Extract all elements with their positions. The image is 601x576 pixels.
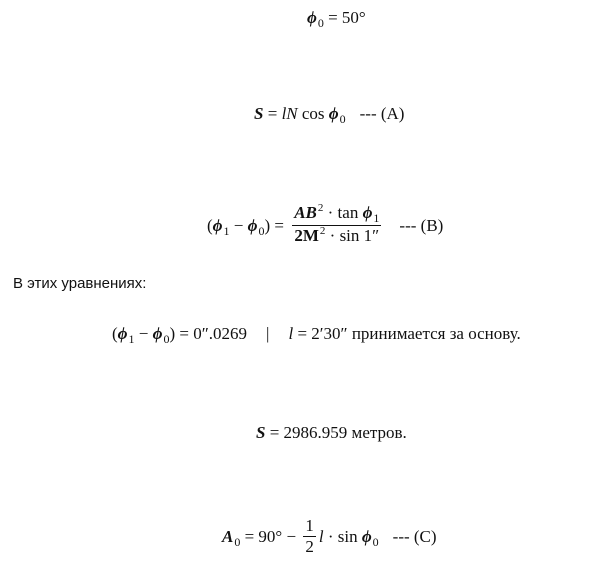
equation-b bbox=[207, 203, 443, 248]
phi-symbol: ϕ bbox=[212, 216, 223, 235]
paren-open: ( bbox=[112, 324, 118, 343]
phi-symbol: ϕ bbox=[117, 324, 128, 343]
l-variable: l bbox=[288, 324, 294, 343]
cos-function: cos bbox=[297, 104, 329, 123]
sin-function: · sin 1″ bbox=[325, 226, 380, 245]
subscript: 0 bbox=[339, 112, 346, 126]
minus-sign: − bbox=[229, 216, 248, 235]
l-value: = 2′30″ bbox=[293, 324, 348, 343]
phi-symbol: ϕ bbox=[247, 216, 258, 235]
subscript: 0 bbox=[258, 224, 265, 238]
separator: | bbox=[266, 324, 270, 343]
phi-symbol: ϕ bbox=[362, 203, 373, 222]
phi-symbol: ϕ bbox=[152, 324, 163, 343]
superscript: 2 bbox=[317, 202, 324, 214]
subscript: 1 bbox=[373, 211, 380, 225]
ln-variables: lN bbox=[281, 104, 298, 123]
equation-c-rhs bbox=[318, 527, 437, 549]
equation-values bbox=[112, 324, 521, 346]
equals-sign: = bbox=[263, 104, 282, 123]
equation-phi0 bbox=[307, 8, 366, 30]
2m-term: 2M bbox=[294, 226, 319, 245]
subscript: 1 bbox=[223, 224, 230, 238]
equation-c bbox=[222, 516, 437, 557]
subscript: 1 bbox=[128, 332, 135, 346]
equation-c-lhs bbox=[222, 527, 301, 549]
s-value: = 2986.959 метров. bbox=[265, 423, 407, 442]
s-variable: S bbox=[254, 104, 264, 123]
phi-symbol: ϕ bbox=[328, 104, 339, 123]
paren-close-equals: ) = bbox=[264, 216, 289, 235]
ab-variable: AB bbox=[294, 203, 317, 222]
intro-text: В этих уравнениях: bbox=[13, 275, 147, 292]
phi-symbol: ϕ bbox=[361, 527, 372, 546]
equation-lhs bbox=[207, 216, 289, 238]
equation-tag-b: --- (B) bbox=[399, 216, 444, 235]
fraction-denominator: 2 bbox=[305, 537, 314, 556]
basis-text: принимается за основу. bbox=[347, 324, 521, 343]
s-variable: S bbox=[256, 423, 266, 442]
tan-function: · tan bbox=[323, 203, 363, 222]
fraction-numerator: 1 bbox=[305, 516, 314, 535]
l-variable: l bbox=[318, 527, 324, 546]
fraction-denominator bbox=[292, 226, 381, 248]
subscript: 0 bbox=[372, 535, 379, 549]
subscript: 0 bbox=[317, 16, 324, 30]
fraction-half bbox=[303, 516, 316, 557]
difference-value: ) = 0″.0269 bbox=[169, 324, 248, 343]
equation-a bbox=[254, 104, 405, 126]
fraction bbox=[292, 203, 381, 248]
equation-tag-c: --- (C) bbox=[392, 527, 437, 546]
equation-value: = 50° bbox=[323, 8, 366, 27]
phi-symbol: ϕ bbox=[307, 8, 317, 27]
equation-s-value bbox=[256, 424, 407, 441]
sin-function: · sin bbox=[323, 527, 362, 546]
superscript: 2 bbox=[319, 225, 326, 237]
subscript: 0 bbox=[234, 535, 241, 549]
equals-90-minus: = 90° − bbox=[240, 527, 301, 546]
fraction-numerator bbox=[292, 203, 381, 226]
a-variable: A bbox=[222, 527, 234, 546]
minus-sign: − bbox=[134, 324, 153, 343]
subscript: 0 bbox=[163, 332, 170, 346]
paren-open: ( bbox=[207, 216, 213, 235]
equation-tag-a: --- (A) bbox=[359, 104, 405, 123]
